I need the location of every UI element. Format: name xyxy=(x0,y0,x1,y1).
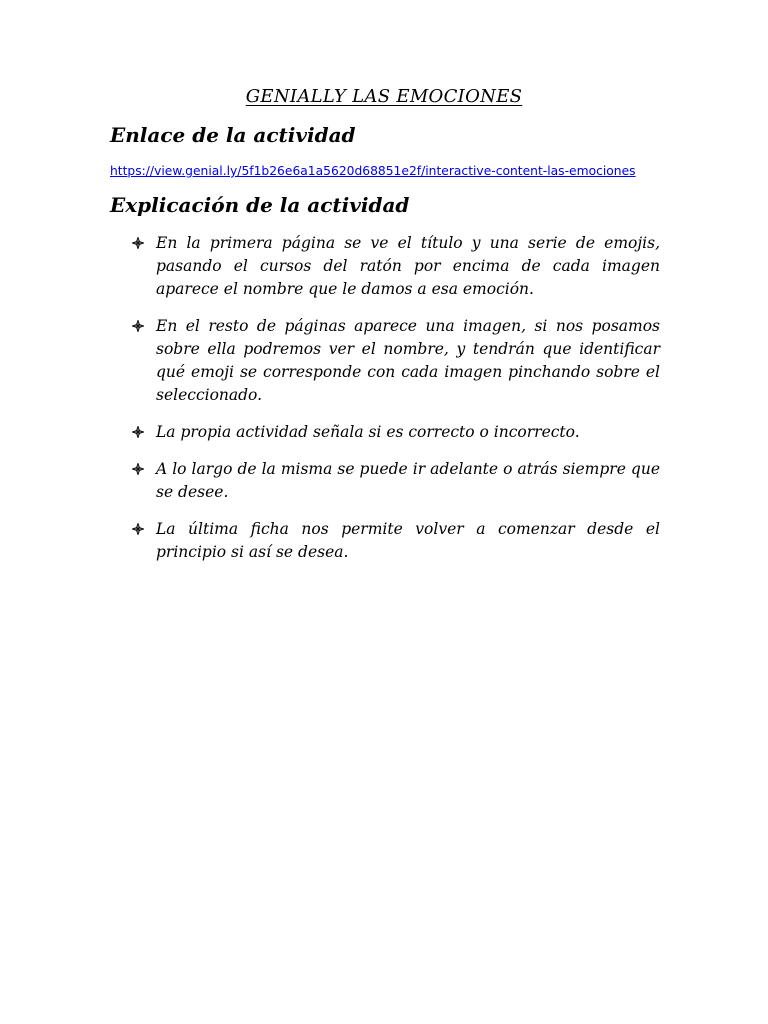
list-item-text: A lo largo de la misma se puede ir adelante o atrás siempre que se desee. xyxy=(156,460,660,501)
explanation-heading: Explicación de la actividad xyxy=(110,193,410,217)
list-item xyxy=(130,232,660,301)
list-item xyxy=(130,421,660,444)
list-item xyxy=(130,518,660,564)
document-title: GENIALLY LAS EMOCIONES xyxy=(245,86,523,107)
list-item xyxy=(130,315,660,407)
list-item-text: La última ficha nos permite volver a comenzar desde el principio si así se desea. xyxy=(156,520,660,561)
list-item-text: En la primera página se ve el título y una serie de emojis, pasando el cursos del ratón por encima de cada imagen aparece el nombre que le damos a esa emoción. xyxy=(156,234,660,298)
diamond-bullet-icon xyxy=(132,426,144,438)
explanation-list xyxy=(130,232,660,578)
list-item-text: En el resto de páginas aparece una imagen, si nos posamos sobre ella podremos ver el nombre, y tendrán que identificar qué emoji se corresponde con cada imagen pinchando sobre el seleccionado. xyxy=(156,317,660,404)
list-item xyxy=(130,458,660,504)
diamond-bullet-icon xyxy=(132,320,144,332)
diamond-bullet-icon xyxy=(132,523,144,535)
diamond-bullet-icon xyxy=(132,237,144,249)
activity-link[interactable]: https://view.genial.ly/5f1b26e6a1a5620d68851e2f/interactive-content-las-emociones xyxy=(110,164,636,178)
link-heading: Enlace de la actividad xyxy=(110,123,356,147)
list-item-text: La propia actividad señala si es correcto o incorrecto. xyxy=(156,423,580,441)
diamond-bullet-icon xyxy=(132,463,144,475)
